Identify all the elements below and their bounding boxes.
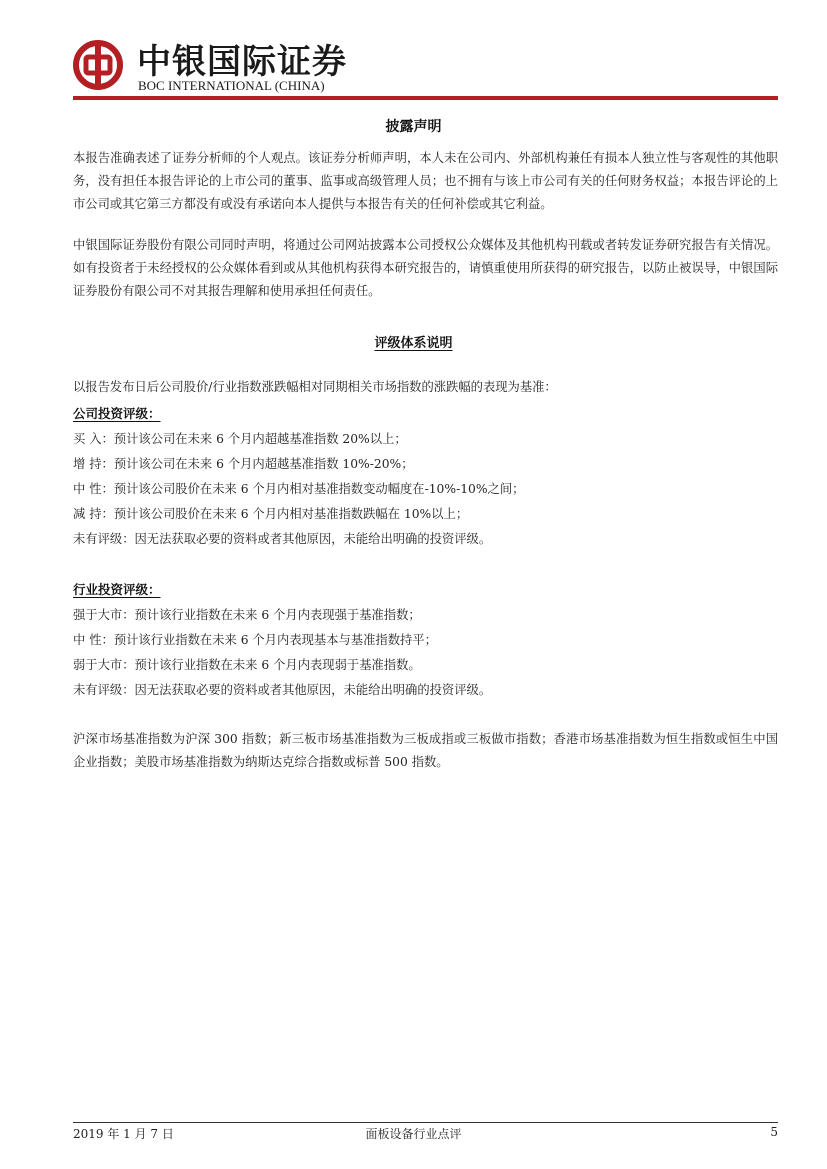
company-rating-list [73, 428, 778, 553]
list-item [73, 679, 778, 704]
footer-date: 2019 年 1 月 7 日 [73, 1127, 174, 1141]
rating-description: ：预计该公司股价在未来 6 个月内相对基准指数跌幅在 10%以上； [101, 507, 469, 521]
disclosure-paragraph-1: 本报告准确表述了证券分析师的个人观点。该证券分析师声明，本人未在公司内、外部机构兼任有损本人独立性与客观性的其他职务，没有担任本报告评论的上市公司的董事、监事或高级管理人员；也不拥有与该上市公司有关的任何财务权益；本报告评论的上市公司或其它第三方都没有或没有承诺向本人提供与本报告有关的任何补偿或其它利益。 [73, 151, 778, 211]
rating-description: ：预计该公司在未来 6 个月内超越基准指数 10%-20%； [101, 457, 414, 471]
header-divider [73, 96, 778, 100]
list-item [73, 453, 778, 478]
footer-divider [73, 1122, 778, 1123]
rating-label: 未有评级 [73, 683, 123, 697]
rating-description: ：预计该公司在未来 6 个月内超越基准指数 20%以上； [101, 432, 407, 446]
list-item [73, 428, 778, 453]
industry-rating-list [73, 604, 778, 704]
benchmark-note: 沪深市场基准指数为沪深 300 指数；新三板市场基准指数为三板成指或三板做市指数；香港市场基准指数为恒生指数或恒生中国企业指数；美股市场基准指数为纳斯达克综合指数或标普 500 指数。 [73, 732, 778, 769]
footer-report-title: 面板设备行业点评 [365, 1127, 462, 1141]
rating-description: ：因无法获取必要的资料或者其他原因，未能给出明确的投资评级。 [122, 683, 492, 697]
rating-label: 增 持 [73, 457, 102, 471]
rating-description: ：预计该行业指数在未来 6 个月内表现基本与基准指数持平； [101, 633, 437, 647]
rating-label: 未有评级 [73, 532, 123, 546]
company-rating-heading: 公司投资评级： [73, 406, 161, 421]
list-item [73, 629, 778, 654]
rating-label: 强于大市 [73, 608, 123, 622]
page-number: 5 [770, 1125, 778, 1139]
rating-system-title: 评级体系说明 [374, 336, 453, 351]
list-item [73, 528, 778, 553]
brand-name-cn: 中银国际证券 [137, 42, 347, 82]
rating-description: ：预计该公司股价在未来 6 个月内相对基准指数变动幅度在-10%-10%之间； [101, 482, 525, 496]
list-item [73, 654, 778, 679]
brand-name-en: BOC INTERNATIONAL (CHINA) [138, 78, 325, 93]
rating-description: ：预计该行业指数在未来 6 个月内表现强于基准指数； [122, 608, 421, 622]
disclosure-paragraph-2: 中银国际证券股份有限公司同时声明，将通过公司网站披露本公司授权公众媒体及其他机构刊载或者转发证券研究报告有关情况。如有投资者于未经授权的公众媒体看到或从其他机构获得本研究报告的，请慎重使用所获得的研究报告，以防止被误导，中银国际证券股份有限公司不对其报告理解和使用承担任何责任。 [73, 238, 778, 298]
boc-logo-icon [73, 40, 123, 90]
rating-system-intro: 以报告发布日后公司股价/行业指数涨跌幅相对同期相关市场指数的涨跌幅的表现为基准： [73, 380, 557, 394]
list-item [73, 604, 778, 629]
rating-label: 减 持 [73, 507, 102, 521]
rating-label: 中 性 [73, 633, 102, 647]
rating-label: 弱于大市 [73, 658, 123, 672]
rating-description: ：预计该行业指数在未来 6 个月内表现弱于基准指数。 [122, 658, 421, 672]
list-item [73, 478, 778, 503]
rating-description: ：因无法获取必要的资料或者其他原因，未能给出明确的投资评级。 [122, 532, 492, 546]
list-item [73, 503, 778, 528]
industry-rating-heading: 行业投资评级： [73, 582, 161, 597]
rating-label: 买 入 [73, 432, 102, 446]
rating-label: 中 性 [73, 482, 102, 496]
disclosure-title: 披露声明 [385, 119, 442, 135]
